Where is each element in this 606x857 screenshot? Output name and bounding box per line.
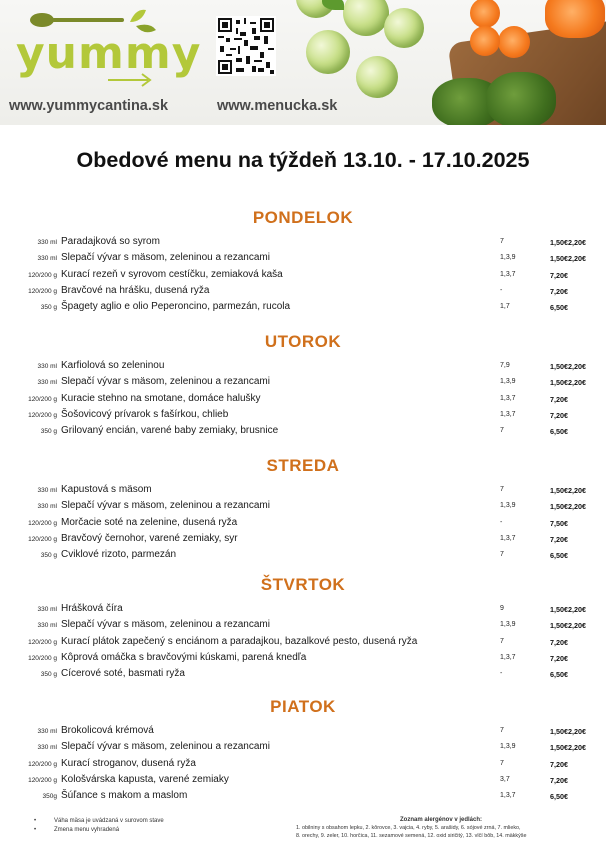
item-price: 7,20€ <box>550 759 568 769</box>
item-weight: 330 ml <box>37 744 57 752</box>
menu-item <box>0 741 606 757</box>
menu-item <box>0 668 606 684</box>
day-heading: ŠTVRTOK <box>260 575 346 594</box>
item-price: 6,50€ <box>550 670 568 680</box>
item-name: Slepačí vývar s mäsom, zeleninou a rezancami <box>61 500 270 512</box>
menu-item <box>0 549 606 565</box>
item-name: Kapustová s mäsom <box>61 484 152 495</box>
menu-list <box>0 603 606 684</box>
item-name: Slepačí vývar s mäsom, zeleninou a rezancami <box>61 376 270 388</box>
item-allergens: 9 <box>500 605 504 612</box>
item-name: Cícerové soté, basmati ryža <box>61 668 185 680</box>
item-weight: 330 ml <box>37 379 57 387</box>
footer-notes <box>34 817 164 835</box>
carrot-slice-image <box>498 26 530 58</box>
item-allergens: - <box>500 670 503 678</box>
item-weight: 120/200 g <box>28 395 57 403</box>
item-name: Kuracie stehno na smotane, domáce halušky <box>61 392 261 404</box>
item-weight: 120/200 g <box>28 287 57 295</box>
item-price: 7,50€ <box>550 518 568 528</box>
carrot-slice-image <box>470 26 500 56</box>
item-price: 7,20€ <box>550 270 568 280</box>
item-weight: 350g <box>42 793 57 801</box>
item-price: 1,50€2,20€ <box>550 727 586 736</box>
item-weight: 120/200 g <box>28 271 57 279</box>
sprout-image <box>356 56 398 98</box>
item-weight: 350 g <box>40 671 57 679</box>
item-allergens: 1,3,9 <box>500 621 516 629</box>
menu-list <box>0 236 606 317</box>
footer-note: • Zmena menu vyhradená <box>34 827 120 833</box>
item-name: Kurací stroganov, dusená ryža <box>61 757 196 769</box>
allergen-legend-line: 8. orechy, 9. zeler, 10. horčica, 11. sezamové semená, 12. oxid siričitý, 13. vlčí bôb, 14. mäkkýše <box>296 833 527 839</box>
item-allergens: 7,9 <box>500 362 510 369</box>
yummy-logo <box>14 6 202 96</box>
qr-code <box>216 16 276 76</box>
item-name: Bravčový černohor, varené zemiaky, syr <box>61 532 238 544</box>
menu-item <box>0 393 606 409</box>
item-allergens: 1,3,7 <box>500 792 516 800</box>
footer-note: • Váha mäsa je uvádzaná v surovom stave <box>34 818 164 824</box>
item-allergens: 7 <box>500 551 504 559</box>
menu-item <box>0 603 606 619</box>
item-allergens: 1,3,7 <box>500 394 516 402</box>
item-allergens: 7 <box>500 486 504 493</box>
item-allergens: 1,3,9 <box>500 378 516 386</box>
header-banner <box>0 0 606 125</box>
menu-item <box>0 301 606 317</box>
item-price: 6,50€ <box>550 792 568 802</box>
item-name: Karfiolová so zeleninou <box>61 360 165 371</box>
item-name: Kurací plátok zapečený s enciánom a paradajkou, bazalkové pesto, dusená ryža <box>61 635 418 647</box>
item-allergens: - <box>500 518 503 526</box>
menu-item <box>0 774 606 790</box>
menu-item <box>0 252 606 268</box>
item-allergens: 1,3,9 <box>500 254 516 262</box>
allergen-legend-title: Zoznam alergénov v jedlách: <box>399 817 483 823</box>
menu-item <box>0 725 606 741</box>
item-weight: 120/200 g <box>28 535 57 543</box>
item-price: 6,50€ <box>550 427 568 437</box>
menu-item <box>0 619 606 635</box>
item-name: Kološvárska kapusta, varené zemiaky <box>61 773 229 785</box>
item-weight: 120/200 g <box>28 638 57 646</box>
item-name: Brokolicová krémová <box>61 725 154 736</box>
item-weight: 120/200 g <box>28 760 57 768</box>
item-price: 7,20€ <box>550 534 568 544</box>
item-name: Šošovicový prívarok s fašírkou, chlieb <box>61 408 229 420</box>
item-weight: 330 ml <box>37 363 57 370</box>
menu-item <box>0 517 606 533</box>
menu-item <box>0 500 606 516</box>
menu-list <box>0 725 606 806</box>
item-name: Slepačí vývar s mäsom, zeleninou a rezancami <box>61 619 270 631</box>
menu-item <box>0 269 606 285</box>
item-allergens: 7 <box>500 637 504 645</box>
item-allergens: 3,7 <box>500 775 510 783</box>
logo-wordmark: yummy <box>16 28 202 79</box>
item-weight: 120/200 g <box>28 411 57 419</box>
item-price: 7,20€ <box>550 637 568 647</box>
carrot-slice-image <box>470 0 500 28</box>
item-weight: 330 ml <box>37 487 57 494</box>
menu-item <box>0 376 606 392</box>
item-weight: 120/200 g <box>28 654 57 662</box>
item-price: 6,50€ <box>550 303 568 313</box>
item-allergens: 1,3,7 <box>500 653 516 661</box>
sprout-image <box>306 30 350 74</box>
item-allergens: 7 <box>500 727 504 734</box>
item-name: Kôprová omáčka s bravčovými kúskami, parená knedľa <box>61 651 307 663</box>
item-name: Slepačí vývar s mäsom, zeleninou a rezancami <box>61 741 270 753</box>
item-name: Špagety aglio e olio Peperoncino, parmezán, rucola <box>61 301 291 313</box>
item-name: Cviklové rizoto, parmezán <box>61 549 177 561</box>
menu-item <box>0 790 606 806</box>
day-heading: UTOROK <box>264 332 342 351</box>
item-weight: 330 ml <box>37 606 57 613</box>
item-price: 1,50€2,20€ <box>550 238 586 247</box>
sprout-image <box>384 8 424 48</box>
item-price: 7,20€ <box>550 653 568 663</box>
carrot-image <box>545 0 605 38</box>
item-allergens: 1,3,7 <box>500 270 516 278</box>
item-price: 7,20€ <box>550 394 568 404</box>
item-price: 1,50€2,20€ <box>550 502 586 512</box>
menu-item <box>0 425 606 441</box>
item-weight: 350 g <box>40 428 57 436</box>
item-price: 1,50€2,20€ <box>550 378 586 388</box>
item-weight: 330 ml <box>37 728 57 735</box>
broccoli-image <box>486 72 556 125</box>
item-price: 1,50€2,20€ <box>550 605 586 614</box>
item-weight: 330 ml <box>37 503 57 511</box>
item-name: Kurací rezeň v syrovom cestíčku, zemiaková kaša <box>61 268 283 280</box>
item-weight: 330 ml <box>37 239 57 246</box>
item-weight: 120/200 g <box>28 519 57 527</box>
item-price: 7,20€ <box>550 286 568 296</box>
item-allergens: 1,3,7 <box>500 534 516 542</box>
item-name: Slepačí vývar s mäsom, zeleninou a rezancami <box>61 252 270 264</box>
item-price: 7,20€ <box>550 410 568 420</box>
allergen-legend <box>296 816 586 840</box>
item-weight: 350 g <box>40 552 57 560</box>
page-title: Obedové menu na týždeň 13.10. - 17.10.2025 <box>76 148 530 172</box>
menu-item <box>0 409 606 425</box>
item-allergens: 1,3,9 <box>500 743 516 751</box>
item-price: 6,50€ <box>550 551 568 561</box>
item-price: 1,50€2,20€ <box>550 362 586 371</box>
item-price: 7,20€ <box>550 775 568 785</box>
menu-item <box>0 533 606 549</box>
menu-list <box>0 360 606 441</box>
menu-item <box>0 758 606 774</box>
menu-item <box>0 636 606 652</box>
item-name: Grilovaný encián, varené baby zemiaky, brusnice <box>61 425 279 437</box>
menu-list <box>0 484 606 565</box>
menu-item <box>0 285 606 301</box>
bullet-icon: • <box>34 818 37 824</box>
item-allergens: 7 <box>500 759 504 767</box>
item-price: 1,50€2,20€ <box>550 743 586 753</box>
item-allergens: - <box>500 286 503 294</box>
item-name: Šúľance s makom a maslom <box>61 790 188 802</box>
sprout-image <box>343 0 389 36</box>
item-weight: 330 ml <box>37 622 57 630</box>
website-url-menucka[interactable]: www.menucka.sk <box>217 98 338 114</box>
item-weight: 350 g <box>40 304 57 312</box>
item-allergens: 1,7 <box>500 303 510 311</box>
menu-item <box>0 652 606 668</box>
item-weight: 330 ml <box>37 255 57 263</box>
allergen-legend-line: 1. obilniny s obsahom lepku, 2. kôrovce, 3. vajcia, 4. ryby, 5. arašidy, 6. sójové zrná, 7. mlieko, <box>296 825 521 831</box>
item-name: Paradajková so syrom <box>61 236 160 247</box>
menu-item <box>0 484 606 500</box>
item-price: 1,50€2,20€ <box>550 254 586 264</box>
item-weight: 120/200 g <box>28 776 57 784</box>
day-heading: PONDELOK <box>252 208 354 227</box>
item-name: Morčacie soté na zelenine, dusená ryža <box>61 516 238 528</box>
website-url-yummycantina[interactable]: www.yummycantina.sk <box>9 98 169 114</box>
menu-item <box>0 236 606 252</box>
item-name: Hrášková číra <box>61 603 123 614</box>
day-heading: PIATOK <box>270 697 336 716</box>
menu-item <box>0 360 606 376</box>
item-price: 1,50€2,20€ <box>550 486 586 495</box>
item-allergens: 7 <box>500 427 504 435</box>
bullet-icon: • <box>34 827 37 833</box>
item-name: Bravčové na hrášku, dusená ryža <box>61 284 210 296</box>
day-heading: STREDA <box>266 456 340 475</box>
item-allergens: 1,3,7 <box>500 410 516 418</box>
item-allergens: 1,3,9 <box>500 502 516 510</box>
qr-code-icon <box>218 18 274 74</box>
item-price: 1,50€2,20€ <box>550 621 586 631</box>
item-allergens: 7 <box>500 238 504 245</box>
